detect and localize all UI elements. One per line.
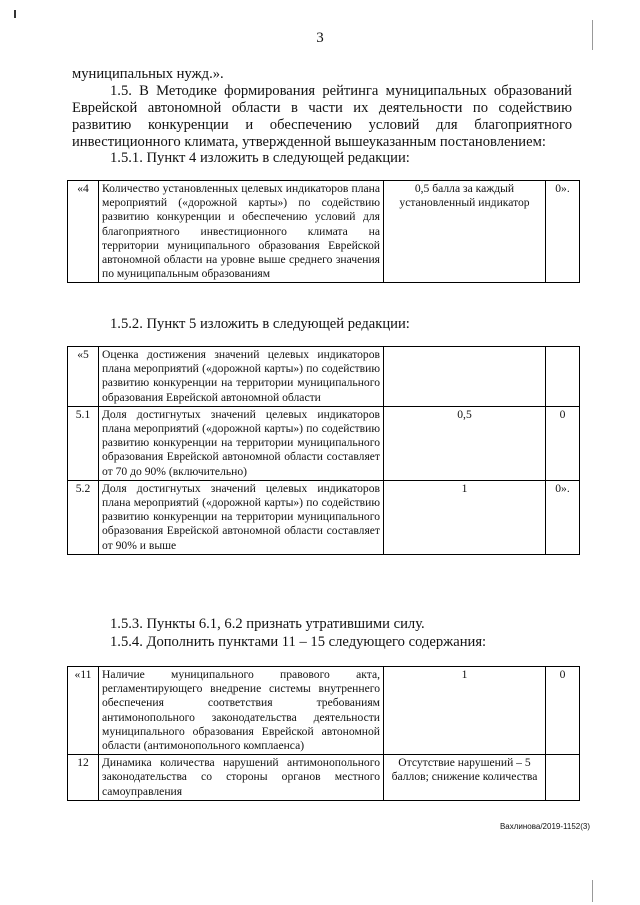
- row-score: 1: [384, 667, 546, 755]
- row-description: Динамика количества нарушений антимонопольного законодательства со стороны органов местного самоуправления: [99, 755, 384, 801]
- row-score: Отсутствие нарушений – 5 баллов; снижение количества: [384, 755, 546, 801]
- paragraph-1-5: 1.5. В Методике формирования рейтинга муниципальных образований Еврейской автономной области в части их деятельности по содействию развитию конкуренции и обеспечению условий для благоприятного инвестиционного климата, утвержденной вышеуказанным постановлением:: [72, 83, 572, 150]
- table-item-4: [67, 180, 580, 283]
- row-score: 0,5: [384, 406, 546, 480]
- row-score: [384, 347, 546, 407]
- paragraph-1-5-3: 1.5.3. Пункты 6.1, 6.2 признать утратившими силу.: [110, 616, 425, 632]
- margin-line: [592, 880, 593, 902]
- table-row: [68, 181, 580, 283]
- table-row: [68, 667, 580, 755]
- page-number: 3: [316, 30, 324, 46]
- row-description: Доля достигнутых значений целевых индикаторов плана мероприятий («дорожной карты») по содействию развитию конкуренции на территории муниципального образования Еврейской автономной области составляет от 90% и выше: [99, 480, 384, 554]
- table-row: [68, 755, 580, 801]
- row-value: 0».: [546, 480, 580, 554]
- row-number: 12: [68, 755, 99, 801]
- table-items-11-15: [67, 666, 580, 801]
- row-number: «5: [68, 347, 99, 407]
- row-number: «4: [68, 181, 99, 283]
- paragraph-1-5-1: 1.5.1. Пункт 4 изложить в следующей редакции:: [110, 150, 410, 166]
- paragraph-1-5-2: 1.5.2. Пункт 5 изложить в следующей редакции:: [110, 316, 410, 332]
- row-value: 0: [546, 406, 580, 480]
- table-item-5: [67, 346, 580, 555]
- row-score: 1: [384, 480, 546, 554]
- table-row: [68, 480, 580, 554]
- row-score: 0,5 балла за каждый установленный индикатор: [384, 181, 546, 283]
- document-code: Вахлинова/2019-1152(3): [499, 822, 590, 831]
- row-description: Наличие муниципального правового акта, регламентирующего внедрение системы внутреннего обеспечения соответствия требованиям антимонопольного законодательства деятельности муниципального образования Еврейской автономной области (антимонопольного комплаенса): [99, 667, 384, 755]
- margin-mark: [14, 10, 16, 18]
- row-number: 5.2: [68, 480, 99, 554]
- table-row: [68, 347, 580, 407]
- paragraph-intro-end: муниципальных нужд.».: [72, 66, 224, 82]
- row-value: 0».: [546, 181, 580, 283]
- row-description: Доля достигнутых значений целевых индикаторов плана мероприятий («дорожной карты») по содействию развитию конкуренции на территории муниципального образования Еврейской автономной области составляет от 70 до 90% (включительно): [99, 406, 384, 480]
- row-value: 0: [546, 667, 580, 755]
- paragraph-1-5-4: 1.5.4. Дополнить пунктами 11 – 15 следующего содержания:: [110, 634, 487, 650]
- row-number: 5.1: [68, 406, 99, 480]
- row-description: Количество установленных целевых индикаторов плана мероприятий («дорожной карты») по содействию развитию конкуренции и обеспечению условий для благоприятного инвестиционного климата на территории муниципального образования Еврейской автономной области на уровне выше среднего значения по муниципальным образованиям: [99, 181, 384, 283]
- row-value: [546, 755, 580, 801]
- row-number: «11: [68, 667, 99, 755]
- row-description: Оценка достижения значений целевых индикаторов плана мероприятий («дорожной карты») по содействию развитию конкуренции на территории муниципального образования Еврейской автономной области: [99, 347, 384, 407]
- table-row: [68, 406, 580, 480]
- row-value: [546, 347, 580, 407]
